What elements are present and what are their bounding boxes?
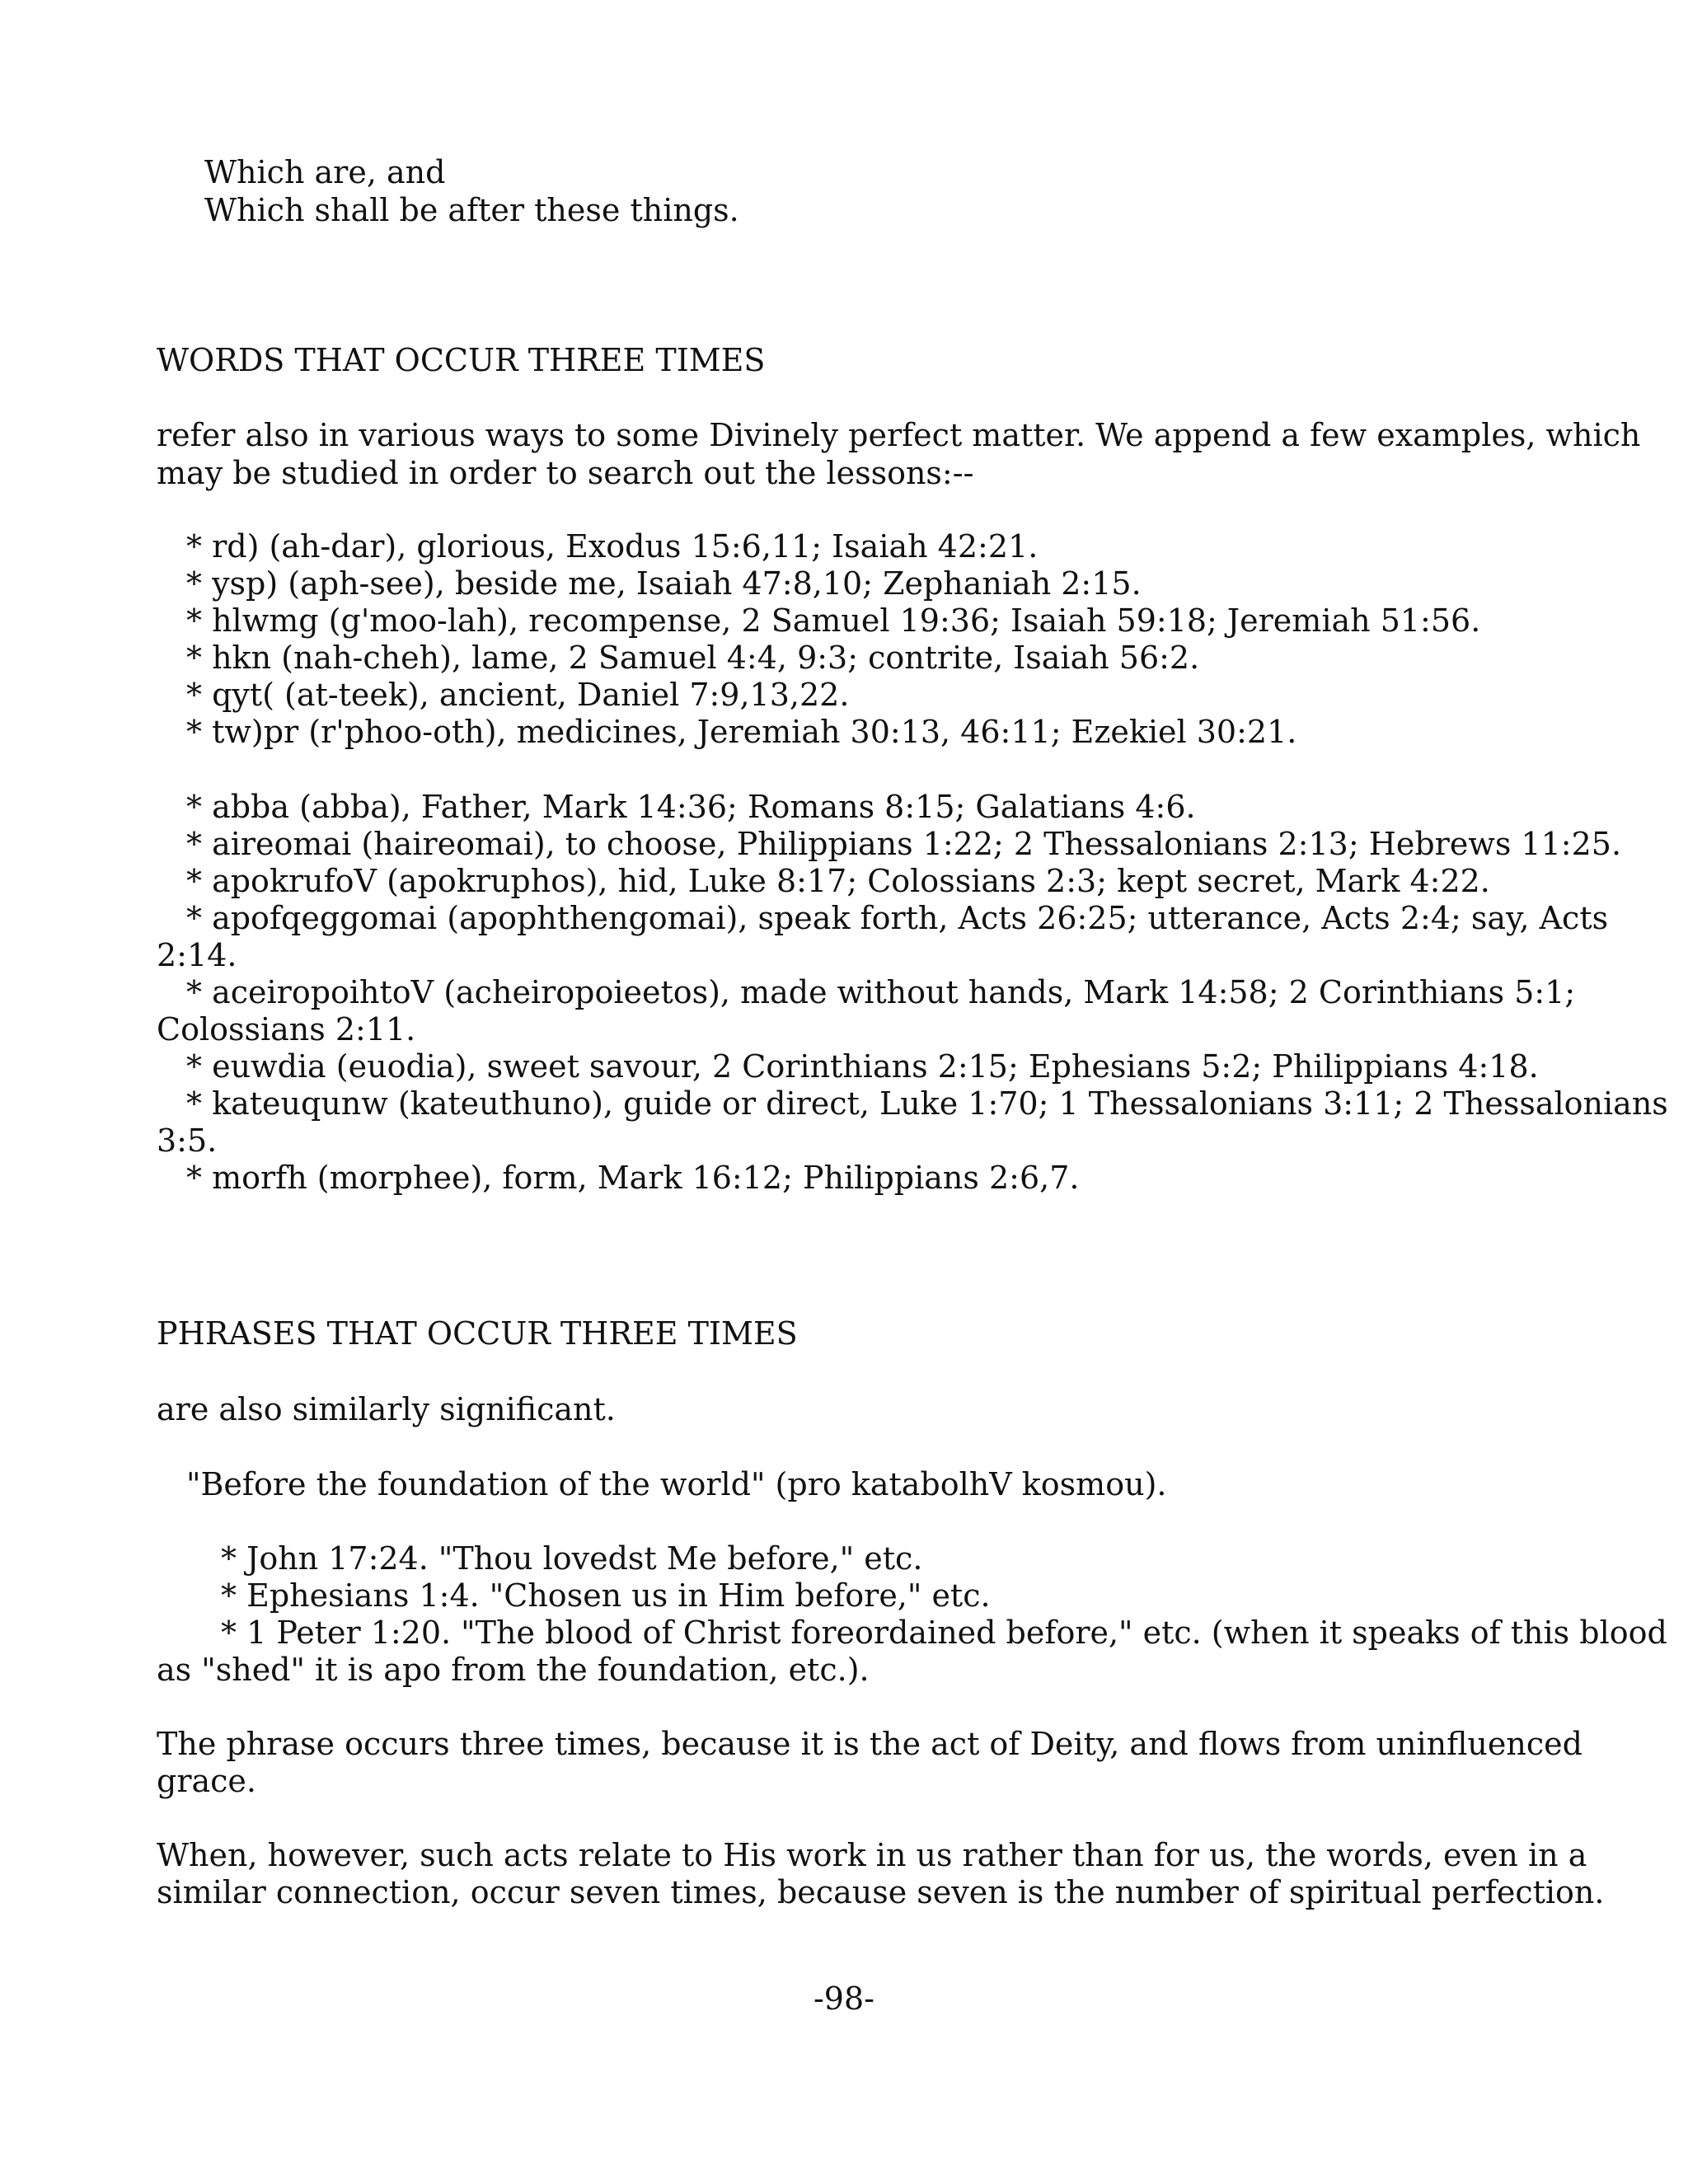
reference-item: * John 17:24. "Thou lovedst Me before," etc. — [221, 1540, 923, 1577]
greek-word-item: * euwdia (euodia), sweet savour, 2 Corinthians 2:15; Ephesians 5:2; Philippians 4:18. — [186, 1048, 1539, 1085]
greek-word-item: * apofqeggomai (apophthengomai), speak forth, Acts 26:25; utterance, Acts 2:4; say, Acts — [186, 900, 1609, 936]
greek-word-item: * kateuqunw (kateuthuno), guide or direct, Luke 1:70; 1 Thessalonians 3:11; 2 Thessalonians — [186, 1085, 1668, 1122]
greek-word-item: * abba (abba), Father, Mark 14:36; Romans 8:15; Galatians 4:6. — [186, 789, 1196, 825]
paragraph-words-intro-1: refer also in various ways to some Divinely perfect matter. We append a few examples, which — [157, 417, 1641, 453]
hebrew-word-item: * ysp) (aph-see), beside me, Isaiah 47:8,10; Zephaniah 2:15. — [186, 565, 1142, 602]
page-number: -98- — [813, 1980, 875, 2017]
paragraph-words-intro-2: may be studied in order to search out the lessons:-- — [157, 455, 974, 491]
greek-word-item-continuation: 3:5. — [157, 1122, 218, 1159]
greek-word-item: * morfh (morphee), form, Mark 16:12; Philippians 2:6,7. — [186, 1160, 1080, 1196]
hebrew-word-item: * hkn (nah-cheh), lame, 2 Samuel 4:4, 9:3; contrite, Isaiah 56:2. — [186, 640, 1200, 676]
section-heading-phrases: PHRASES THAT OCCUR THREE TIMES — [157, 1315, 798, 1352]
paragraph-phrases-intro: are also similarly significant. — [157, 1391, 616, 1427]
greek-word-item-continuation: 2:14. — [157, 937, 237, 973]
paragraph-deity-1: The phrase occurs three times, because it is the act of Deity, and flows from uninfluenced — [157, 1726, 1582, 1762]
greek-word-item: * aceiropoihtoV (acheiropoieetos), made without hands, Mark 14:58; 2 Corinthians 5:1; — [186, 974, 1576, 1010]
reference-item: * 1 Peter 1:20. "The blood of Christ foreordained before," etc. (when it speaks of this blood — [221, 1615, 1667, 1651]
paragraph-deity-2: grace. — [157, 1763, 256, 1799]
intro-line-1: Which are, and — [204, 154, 446, 190]
reference-item-continuation: as "shed" it is apo from the foundation, etc.). — [157, 1652, 870, 1688]
paragraph-seven-1: When, however, such acts relate to His work in us rather than for us, the words, even in a — [157, 1837, 1587, 1873]
greek-word-item-continuation: Colossians 2:11. — [157, 1011, 416, 1047]
intro-line-2: Which shall be after these things. — [204, 192, 739, 228]
hebrew-word-item: * tw)pr (r'phoo-oth), medicines, Jeremiah 30:13, 46:11; Ezekiel 30:21. — [186, 714, 1297, 750]
greek-word-item: * apokrufoV (apokruphos), hid, Luke 8:17; Colossians 2:3; kept secret, Mark 4:22. — [186, 863, 1490, 899]
greek-word-item: * aireomai (haireomai), to choose, Philippians 1:22; 2 Thessalonians 2:13; Hebrews 11:25. — [186, 826, 1622, 862]
reference-item: * Ephesians 1:4. "Chosen us in Him before," etc. — [221, 1577, 991, 1614]
paragraph-seven-2: similar connection, occur seven times, because seven is the number of spiritual perfection. — [157, 1874, 1605, 1910]
quoted-phrase: "Before the foundation of the world" (pro katabolhV kosmou). — [186, 1466, 1167, 1502]
hebrew-word-item: * rd) (ah-dar), glorious, Exodus 15:6,11; Isaiah 42:21. — [186, 528, 1039, 565]
section-heading-words: WORDS THAT OCCUR THREE TIMES — [157, 342, 766, 378]
hebrew-word-item: * hlwmg (g'moo-lah), recompense, 2 Samuel 19:36; Isaiah 59:18; Jeremiah 51:56. — [186, 602, 1481, 639]
hebrew-word-item: * qyt( (at-teek), ancient, Daniel 7:9,13,22. — [186, 677, 850, 713]
